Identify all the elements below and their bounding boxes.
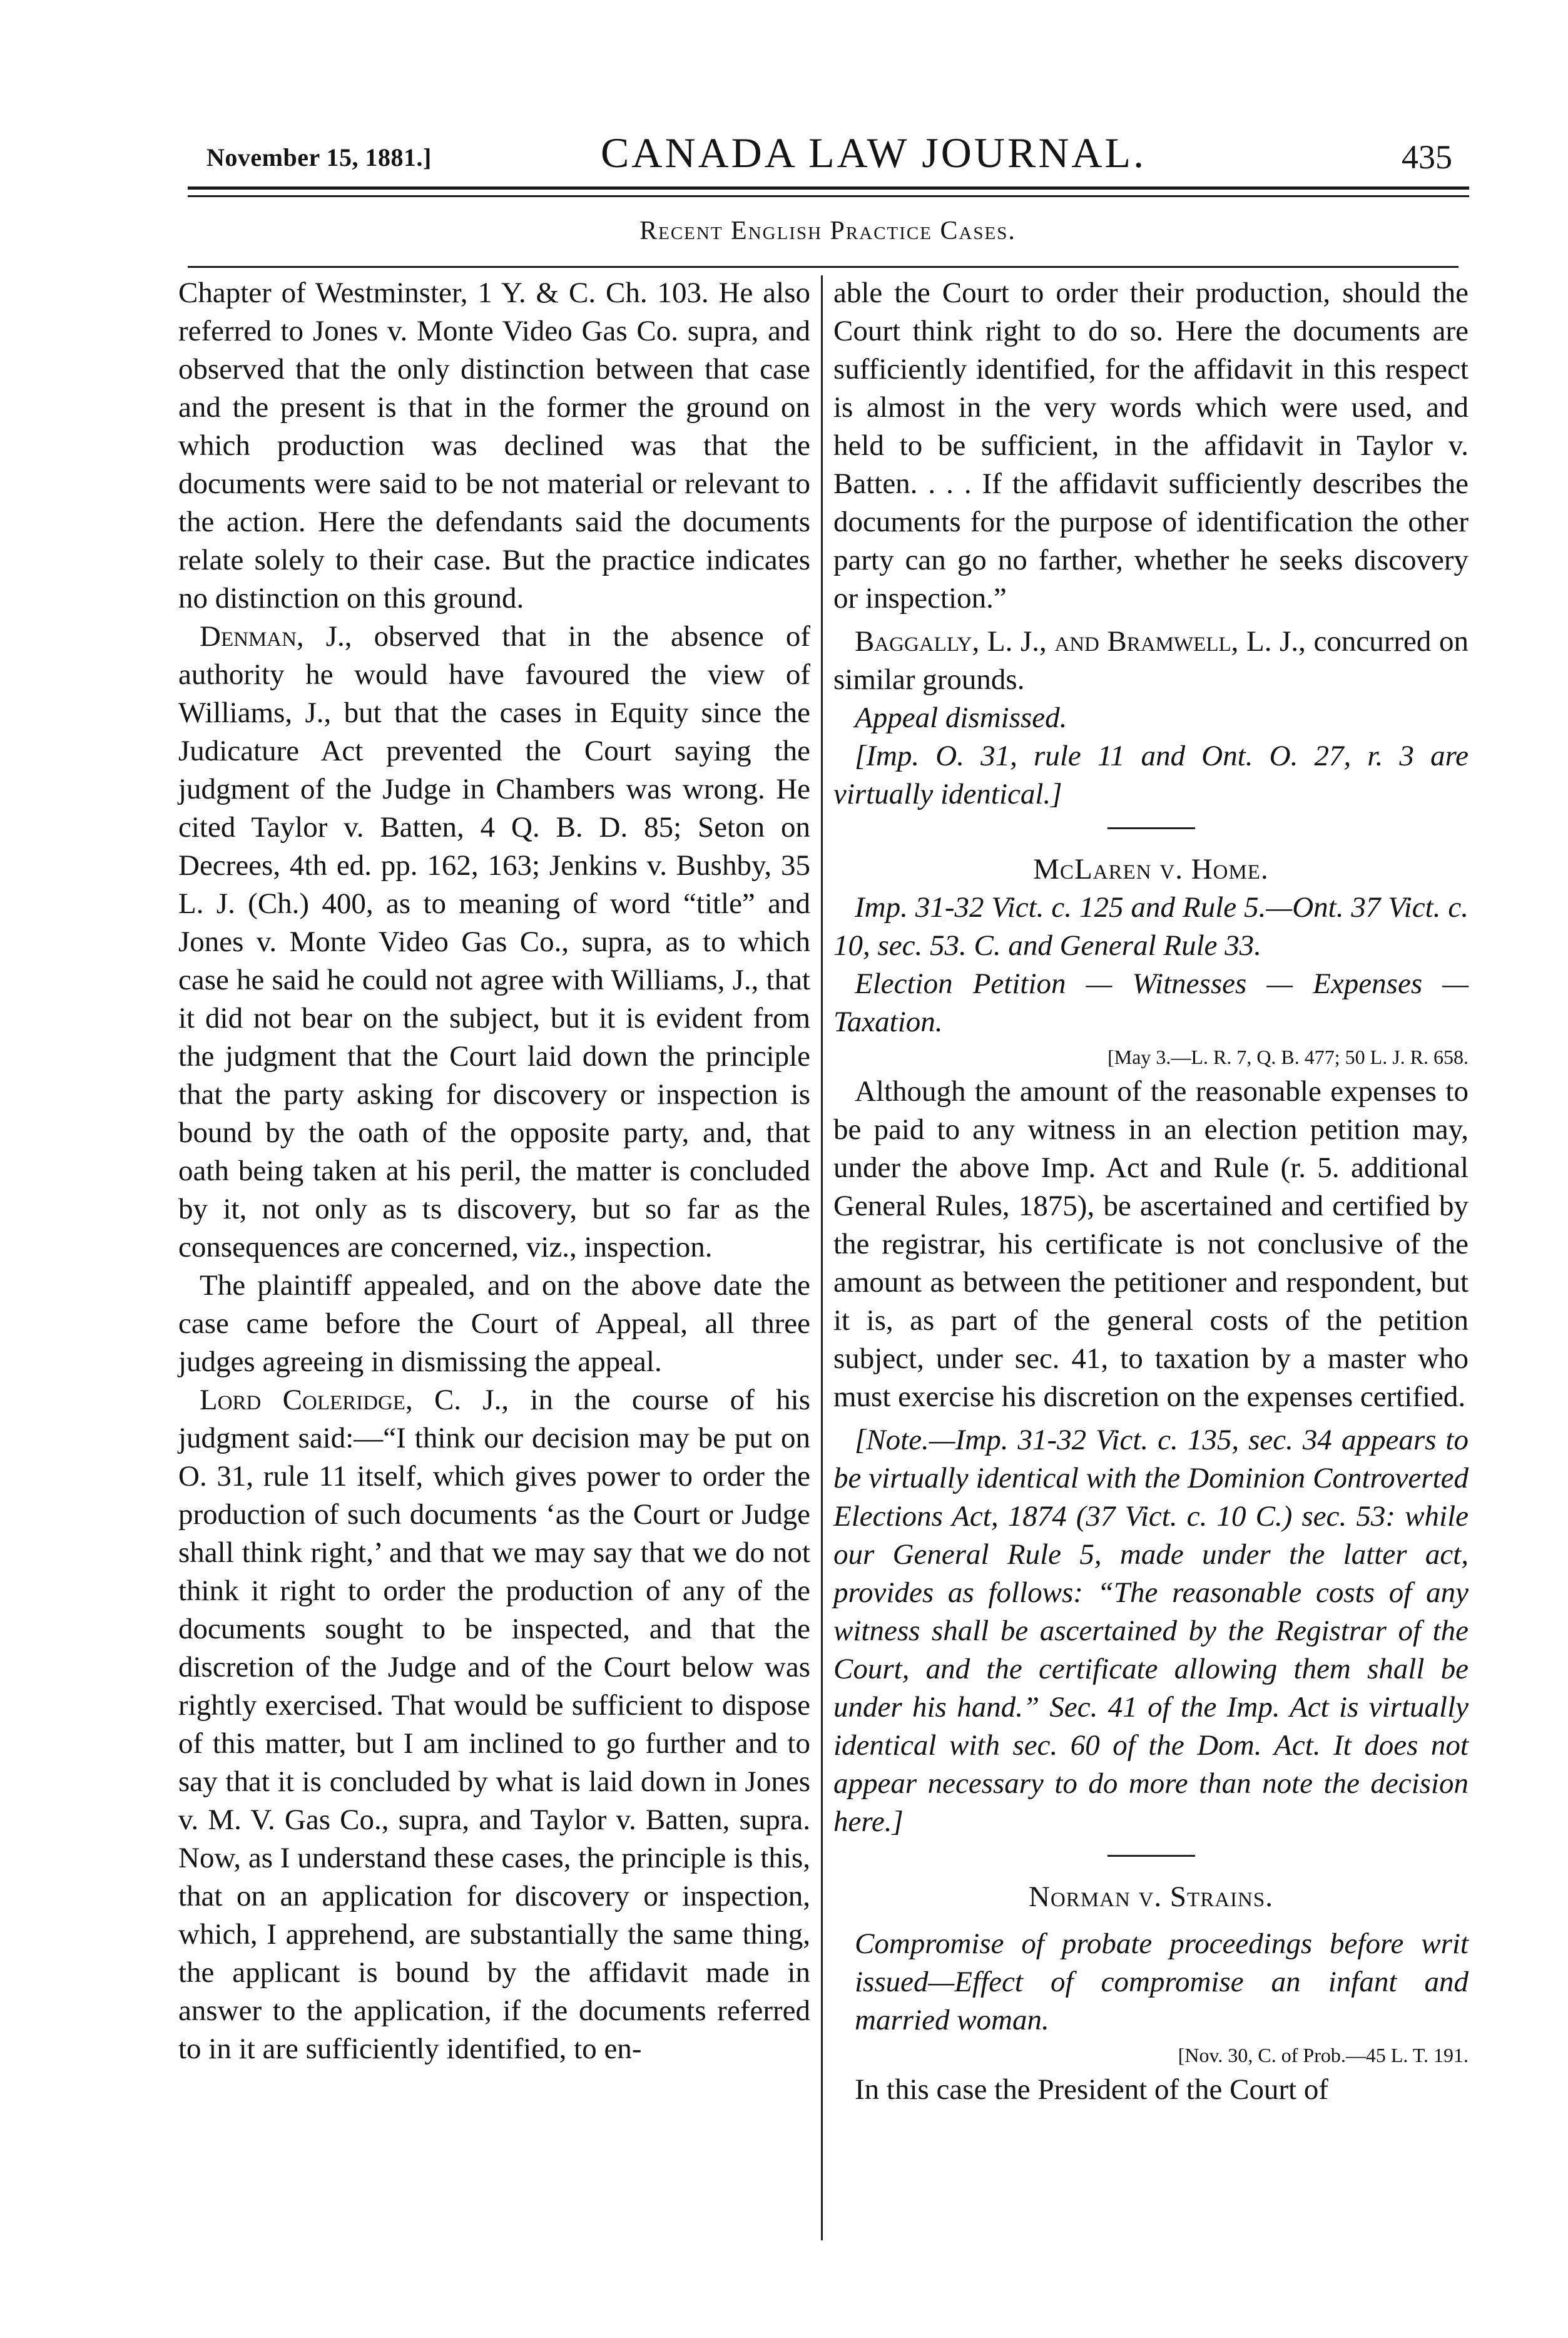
left-column [178, 274, 810, 2068]
judge-names: Baggally, L. J., and Bramwell, L. J., [855, 625, 1306, 658]
paragraph: Chapter of Westminster, 1 Y. & C. Ch. 103. He also referred to Jones v. Monte Video Gas Co. supra, and observed that the only distinction between that case and the present is that in the former the ground on which production was declined was that the documents were said to be not material or relevant to the action. Here the defendants said the documents relate solely to their case. But the practice indicates no distinction on this ground. [178, 277, 810, 615]
case-citation: [Nov. 30, C. of Prob.—45 L. T. 191. [1178, 2044, 1469, 2066]
header-rule-bottom [188, 195, 1469, 197]
column-divider [821, 275, 823, 2240]
case-title: McLaren v. Home. [1033, 853, 1269, 886]
page-number: 435 [1402, 138, 1452, 176]
case-citation: [May 3.—L. R. 7, Q. B. 477; 50 L. J. R. 658. [1107, 1046, 1469, 1068]
paragraph-text: observed that in the absence of authority he would have favoured the view of Williams, J., but that the cases in Equity since the Judicature Act prevented the Court saying the judgment of the Judge in Chambers was wrong. He cited Taylor v. Batten, 4 Q. B. D. 85; Seton on Decrees, 4th ed. pp. 162, 163; Jenkins v. Bushby, 35 L. J. (Ch.) 400, as to meaning of word “title” and Jones v. Monte Video Gas Co., supra, as to which case he said he could not agree with Williams, J., that it did not bear on the subject, but it is evident from the judgment that the Court laid down the principle that the party asking for discovery or inspection is bound by the oath of the opposite party, and, that oath being taken at his peril, the matter is concluded by it, not only as ts discovery, but so far as the consequences are concerned, viz., inspection. [178, 620, 810, 1263]
editor-note: [Imp. O. 31, rule 11 and Ont. O. 27, r. 3 are virtually identical.] [833, 740, 1469, 810]
journal-title: CANADA LAW JOURNAL. [601, 129, 1147, 176]
separator-rule [1107, 1855, 1195, 1857]
disposition: Appeal dismissed. [855, 702, 1067, 734]
paragraph: able the Court to order their production, should the Court think right to do so. Here the documents are sufficiently identified, for the affidavit in this respect is almost in the very words which were used, and held to be sufficient, in the affidavit in Taylor v. Batten. . . . If the affidavit sufficiently describes the documents for the purpose of identification the other party can go no farther, whether he seeks discovery or inspection.” [833, 277, 1469, 615]
separator-rule [1107, 827, 1195, 829]
paragraph-text: C. J., in the course of his judgment said:—“I think our decision may be put on O. 31, rule 11 itself, which gives power to order the production of such documents ‘as the Court or Judge shall think right,’ and that we may say that we do not think it right to order the production of any of the documents sought to be inspected, and that the discretion of the Judge and of the Court below was rightly exercised. That would be sufficient to dispose of this matter, but I am inclined to go further and to say that it is concluded by what is laid down in Jones v. M. V. Gas Co., supra, and Taylor v. Batten, supra. Now, as I understand these cases, the principle is this, that on an application for discovery or inspection, which, I apprehend, are substantially the same thing, the applicant is bound by the affidavit made in answer to the application, if the documents referred to in it are sufficiently identified, to en- [178, 1384, 810, 2065]
paragraph [833, 623, 1469, 699]
paragraph [178, 618, 810, 1267]
statute-references: Imp. 31-32 Vict. c. 125 and Rule 5.—Ont. 37 Vict. c. 10, sec. 53. C. and General Rule 33. [833, 891, 1469, 962]
paragraph-text: concurred on similar grounds. [833, 625, 1469, 696]
case-subject: Compromise of probate proceedings before writ issued—Effect of compromise an infant and married woman. [855, 1927, 1469, 2036]
editor-note: [Note.—Imp. 31-32 Vict. c. 135, sec. 34 appears to be virtually identical with the Dominion Controverted Elections Act, 1874 (37 Vict. c. 10 C.) sec. 53: while our General Rule 5, made under the latter act, provides as follows: “The reasonable costs of any witness shall be ascertained by the Registrar of the Court, and the certificate allowing them shall be under his hand.” Sec. 41 of the Imp. Act is virtually identical with sec. 60 of the Dom. Act. It does not appear necessary to do more than note the decision here.] [833, 1424, 1469, 1838]
paragraph: Although the amount of the reasonable expenses to be paid to any witness in an election petition may, under the above Imp. Act and Rule (r. 5. additional General Rules, 1875), be ascertained and certified by the registrar, his certificate is not conclusive of the amount as between the petitioner and respondent, but it is, as part of the general costs of the petition subject, under sec. 41, to taxation by a master who must exercise his discretion on the expenses certified. [833, 1075, 1469, 1413]
page-header-date: November 15, 1881.] [206, 143, 432, 171]
case-title: Norman v. Strains. [1029, 1881, 1273, 1913]
judge-name: Lord Coleridge, [200, 1384, 413, 1416]
header-rule-top [188, 186, 1469, 190]
paragraph [178, 1381, 810, 2068]
right-column [833, 274, 1469, 2109]
section-rule [188, 266, 1459, 268]
case-subject: Election Petition — Witnesses — Expenses — Taxation. [833, 967, 1469, 1038]
judge-name: Denman, J., [200, 620, 352, 653]
paragraph: The plaintiff appealed, and on the above date the case came before the Court of Appeal, all three judges agreeing in dismissing the appeal. [178, 1269, 810, 1378]
paragraph: In this case the President of the Court of [855, 2073, 1329, 2106]
section-heading: Recent English Practice Cases. [639, 217, 1016, 245]
